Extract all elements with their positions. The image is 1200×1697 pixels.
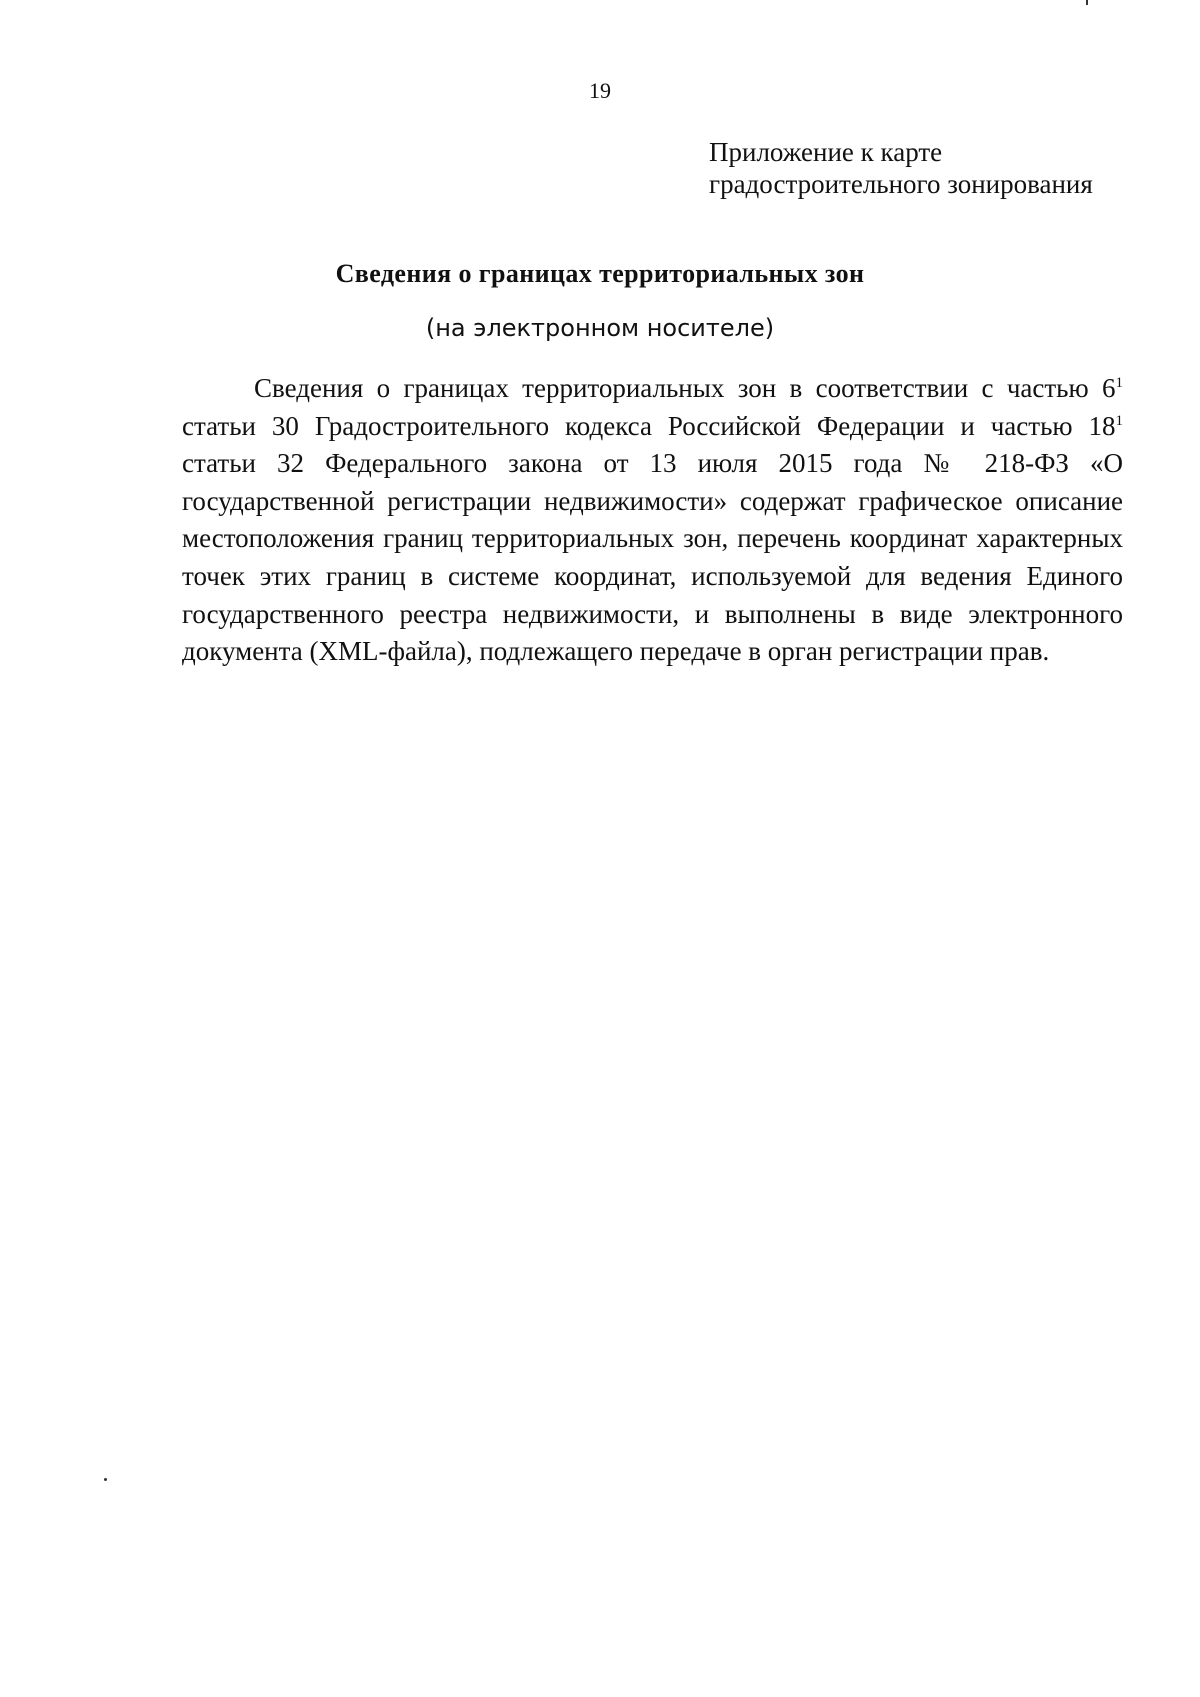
scan-speck <box>1086 0 1088 5</box>
appendix-note-line-2: градостроительного зонирования <box>709 169 1093 199</box>
body-segment-1: Сведения о границах территориальных зон в соответствии с частью 6 <box>254 373 1116 403</box>
scan-speck <box>104 1478 107 1481</box>
page-number: 19 <box>589 78 611 103</box>
appendix-note-line-1: Приложение к карте <box>709 137 943 167</box>
body-paragraph <box>182 370 1123 671</box>
document-subtitle: (на электронном носителе) <box>425 314 775 342</box>
document-title: Сведения о границах территориальных зон <box>335 259 865 288</box>
body-segment-3: статьи 32 Федерального закона от 13 июля 2015 года № 218-ФЗ «О государственной регистрации недвижимости» содержат графическое описание местоположения границ территориальных зон, перечень координат характерных точек этих границ в системе координат, используемой для ведения Единого государственного реестра недвижимости, и выполнены в виде электронного документа (XML-файла), подлежащего передаче в орган регистрации прав. <box>182 448 1123 667</box>
appendix-note <box>709 136 1149 200</box>
superscript-1: 1 <box>1115 375 1123 391</box>
superscript-2: 1 <box>1115 412 1123 429</box>
body-segment-2: статьи 30 Градостроительного кодекса Российской Федерации и частью 18 <box>182 410 1116 441</box>
